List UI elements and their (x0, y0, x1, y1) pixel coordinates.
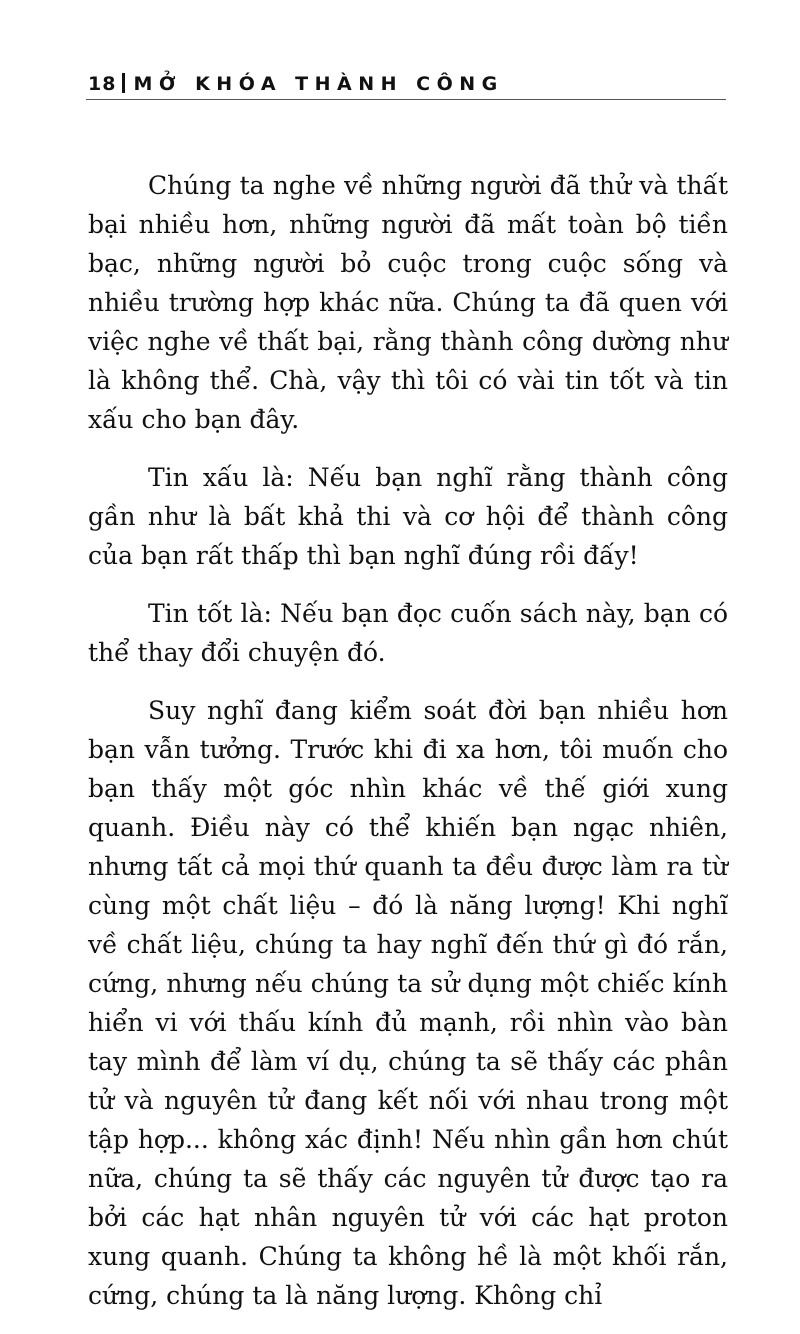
book-title: MỞ KHÓA THÀNH CÔNG (133, 73, 504, 95)
paragraph-2: Tin xấu là: Nếu bạn nghĩ rằng thành công gần như là bất khả thi và cơ hội để thành công của bạn rất thấp thì bạn nghĩ đúng rồi đấy! (88, 463, 728, 570)
page-number: 18 (88, 73, 117, 95)
paragraph-3: Tin tốt là: Nếu bạn đọc cuốn sách này, bạn có thể thay đổi chuyện đó. (88, 599, 728, 667)
header-separator (122, 73, 125, 93)
paragraph-1: Chúng ta nghe về những người đã thử và thất bại nhiều hơn, những người đã mất toàn bộ tiền bạc, những người bỏ cuộc trong cuộc sống và nhiều trường hợp khác nữa. Chúng ta đã quen với việc nghe về thất bại, rằng thành công dường như là không thể. Chà, vậy thì tôi có vài tin tốt và tin xấu cho bạn đây. (88, 171, 728, 434)
running-header (88, 70, 504, 100)
header-rule (86, 99, 726, 100)
body-text (88, 166, 728, 1334)
paragraph-4: Suy nghĩ đang kiểm soát đời bạn nhiều hơn bạn vẫn tưởng. Trước khi đi xa hơn, tôi muốn cho bạn thấy một góc nhìn khác về thế giới xung quanh. Điều này có thể khiến bạn ngạc nhiên, nhưng tất cả mọi thứ quanh ta đều được làm ra từ cùng một chất liệu – đó là năng lượng! Khi nghĩ về chất liệu, chúng ta hay nghĩ đến thứ gì đó rắn, cứng, nhưng nếu chúng ta sử dụng một chiếc kính hiển vi với thấu kính đủ mạnh, rồi nhìn vào bàn tay mình để làm ví dụ, chúng ta sẽ thấy các phân tử và nguyên tử đang kết nối với nhau trong một tập hợp... không xác định! Nếu nhìn gần hơn chút nữa, chúng ta sẽ thấy các nguyên tử được tạo ra bởi các hạt nhân nguyên tử với các hạt proton xung quanh. Chúng ta không hề là một khối rắn, cứng, chúng ta là năng lượng. Không chỉ (88, 696, 728, 1310)
